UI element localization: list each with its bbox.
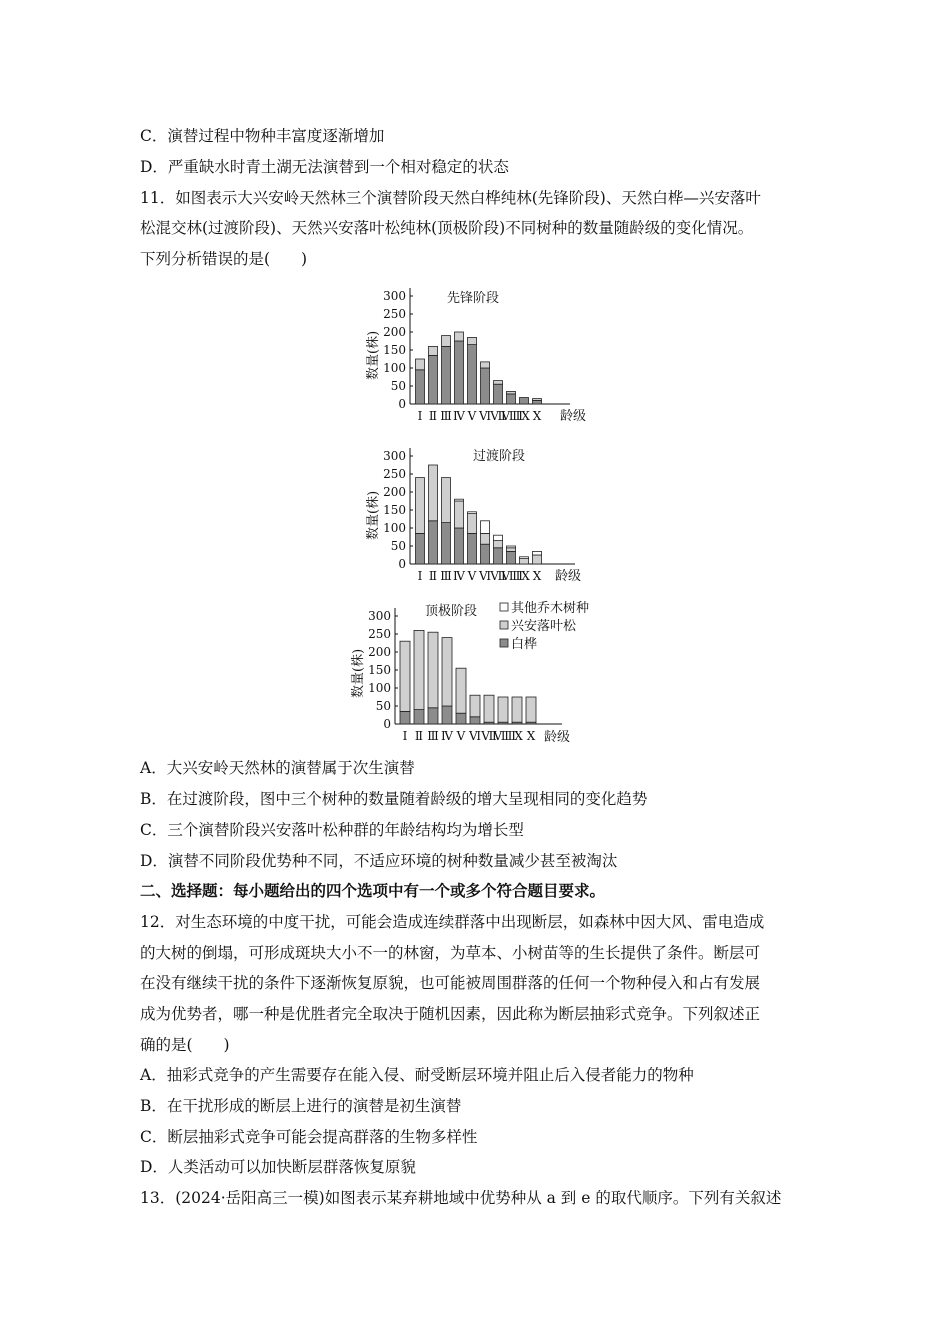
bar-larch: [494, 381, 503, 385]
bar-birch: [468, 345, 477, 404]
bar-other: [468, 512, 477, 514]
y-tick-label: 50: [390, 379, 406, 393]
x-tick-label: Ⅷ: [493, 729, 513, 743]
bar-other: [533, 551, 542, 555]
y-tick-label: 0: [383, 717, 391, 731]
x-tick-label: Ⅸ: [518, 409, 530, 423]
legend: [500, 600, 589, 652]
bar-larch: [494, 541, 503, 548]
bar-larch: [455, 332, 464, 341]
bar-larch: [442, 478, 451, 523]
x-tick-label: Ⅵ: [478, 409, 492, 423]
bar-larch: [429, 346, 438, 355]
x-tick-label: Ⅶ: [490, 409, 506, 423]
bar-birch: [507, 394, 516, 404]
x-tick-label: Ⅵ: [468, 729, 482, 743]
bar-larch: [481, 362, 490, 368]
question-11-stem-line-1: 11．如图表示大兴安岭天然林三个演替阶段天然白桦纯林(先锋阶段)、天然白桦—兴安落叶: [140, 189, 761, 207]
x-axis-label: 龄级: [544, 730, 571, 745]
bar-larch: [428, 632, 438, 708]
option-b-q12: B．在干扰形成的断层上进行的演替是初生演替: [140, 1097, 462, 1115]
x-tick-label: Ⅱ: [428, 569, 438, 583]
bar-other: [520, 557, 529, 559]
bar-larch: [507, 391, 516, 394]
bar-larch: [468, 337, 477, 344]
y-tick-label: 100: [383, 521, 406, 535]
x-tick-label: Ⅱ: [414, 729, 424, 743]
option-c-q11: C．三个演替阶段兴安落叶松种群的年龄结构均为增长型: [140, 821, 524, 839]
bar-birch: [400, 711, 410, 724]
y-tick-label: 150: [368, 663, 391, 677]
bar-birch: [429, 521, 438, 564]
bar-larch: [484, 695, 494, 722]
option-a-q12: A．抽彩式竞争的产生需要存在能入侵、耐受断层环境并阻止后入侵者能力的物种: [140, 1066, 694, 1084]
bar-birch: [533, 400, 542, 404]
chart-title: 顶极阶段: [425, 604, 478, 619]
x-tick-label: Ⅹ: [532, 409, 542, 423]
x-tick-label: Ⅶ: [481, 729, 497, 743]
x-tick-label: Ⅵ: [478, 569, 492, 583]
x-tick-label: Ⅰ: [417, 569, 423, 583]
legend-label-birch: 白桦: [511, 637, 538, 652]
bar-other: [455, 499, 464, 501]
y-tick-label: 50: [375, 699, 391, 713]
x-tick-label: Ⅹ: [532, 569, 542, 583]
chart-pioneer-stage: [355, 282, 615, 432]
question-11-stem-line-2: 松混交林(过渡阶段)、天然兴安落叶松纯林(顶极阶段)不同树种的数量随龄级的变化情况。: [140, 219, 754, 237]
bar-birch: [428, 708, 438, 724]
y-tick-label: 250: [368, 627, 391, 641]
bar-larch: [429, 465, 438, 521]
question-12-stem-line-5: 确的是( ): [140, 1036, 230, 1054]
y-tick-label: 150: [383, 503, 406, 517]
bar-larch: [455, 501, 464, 528]
y-tick-label: 150: [383, 343, 406, 357]
chart-title: 先锋阶段: [447, 291, 500, 306]
chart-transition-stage: [355, 442, 615, 592]
y-axis-label: 数量(株): [366, 490, 381, 540]
bar-larch: [520, 559, 529, 564]
bar-other: [507, 546, 516, 548]
x-tick-label: Ⅰ: [417, 409, 423, 423]
x-axis-label: 龄级: [555, 569, 582, 584]
y-tick-label: 250: [383, 307, 406, 321]
bar-larch: [456, 668, 466, 713]
bar-birch: [455, 341, 464, 404]
bar-larch: [507, 548, 516, 552]
x-tick-label: Ⅴ: [467, 569, 477, 583]
bar-larch: [468, 514, 477, 534]
y-tick-label: 100: [368, 681, 391, 695]
y-tick-label: 100: [383, 361, 406, 375]
x-tick-label: Ⅲ: [440, 409, 452, 423]
bar-larch: [498, 697, 508, 722]
question-12-stem-line-2: 的大树的倒塌，可形成斑块大小不一的林窗，为草本、小树苗等的生长提供了条件。断层可: [140, 944, 761, 962]
bar-birch: [442, 346, 451, 404]
legend-label-other: 其他乔木树种: [511, 601, 590, 616]
bar-birch: [442, 706, 452, 724]
y-tick-label: 0: [398, 397, 406, 411]
y-axis-label: 数量(株): [366, 330, 381, 380]
option-d-q11: D．演替不同阶段优势种不同，不适应环境的树种数量减少甚至被淘汰: [140, 852, 618, 870]
bar-birch: [481, 544, 490, 564]
bar-larch: [442, 336, 451, 347]
bar-larch: [414, 630, 424, 709]
option-b-q11: B．在过渡阶段，图中三个树种的数量随着龄级的增大呈现相同的变化趋势: [140, 790, 648, 808]
bar-birch: [470, 717, 480, 724]
question-12-stem-line-4: 成为优势者，哪一种是优胜者完全取决于随机因素，因此称为断层抽彩式竞争。下列叙述正: [140, 1005, 761, 1023]
bar-birch: [456, 713, 466, 724]
bar-birch: [494, 548, 503, 564]
x-tick-label: Ⅶ: [490, 569, 506, 583]
x-tick-label: Ⅴ: [456, 729, 466, 743]
bar-larch: [533, 399, 542, 401]
legend-label-larch: 兴安落叶松: [511, 619, 577, 634]
x-tick-label: Ⅱ: [428, 409, 438, 423]
question-12-stem-line-3: 在没有继续干扰的条件下逐渐恢复原貌，也可能被周围群落的任何一个物种侵入和占有发展: [140, 974, 761, 992]
y-tick-label: 300: [368, 609, 391, 623]
y-axis-label: 数量(株): [351, 648, 366, 698]
x-tick-label: Ⅷ: [501, 569, 521, 583]
question-12-stem-line-1: 12．对生态环境的中度干扰，可能会造成连续群落中出现断层，如森林中因大风、雷电造成: [140, 913, 765, 931]
bar-other: [494, 535, 503, 540]
y-tick-label: 50: [390, 539, 406, 553]
x-tick-label: Ⅳ: [441, 729, 453, 743]
x-tick-label: Ⅸ: [511, 729, 523, 743]
bar-larch: [481, 533, 490, 544]
y-tick-label: 300: [383, 289, 406, 303]
bar-birch: [455, 528, 464, 564]
option-d-q12: D．人类活动可以加快断层群落恢复原貌: [140, 1158, 416, 1176]
legend-swatch-birch: [500, 639, 508, 647]
bar-birch: [494, 384, 503, 404]
bar-larch: [416, 478, 425, 534]
bar-other: [481, 521, 490, 534]
x-tick-label: Ⅰ: [402, 729, 408, 743]
y-tick-label: 300: [383, 449, 406, 463]
legend-swatch-larch: [500, 621, 508, 629]
bar-birch: [481, 368, 490, 404]
x-tick-label: Ⅲ: [440, 569, 452, 583]
bar-birch: [416, 533, 425, 564]
y-tick-label: 250: [383, 467, 406, 481]
option-c-q10: C．演替过程中物种丰富度逐渐增加: [140, 127, 385, 145]
bar-birch: [442, 523, 451, 564]
section-heading: 二、选择题：每小题给出的四个选项中有一个或多个符合题目要求。: [140, 881, 606, 900]
bar-birch: [429, 355, 438, 404]
x-tick-label: Ⅹ: [526, 729, 536, 743]
bar-birch: [416, 370, 425, 404]
x-tick-label: Ⅷ: [501, 409, 521, 423]
y-tick-label: 200: [383, 485, 406, 499]
y-tick-label: 0: [398, 557, 406, 571]
option-a-q11: A．大兴安岭天然林的演替属于次生演替: [140, 759, 415, 777]
x-tick-label: Ⅳ: [453, 409, 465, 423]
x-tick-label: Ⅸ: [518, 569, 530, 583]
bar-larch: [526, 697, 536, 722]
question-11-stem-line-3: 下列分析错误的是( ): [140, 250, 308, 268]
bar-larch: [442, 638, 452, 706]
bar-larch: [416, 359, 425, 370]
bar-birch: [520, 398, 529, 404]
chart-climax-stage: [340, 598, 630, 748]
x-axis-label: 龄级: [560, 409, 587, 424]
legend-swatch-other: [500, 603, 508, 611]
bar-birch: [507, 551, 516, 564]
question-13-stem-line-1: 13．(2024·岳阳高三一模)如图表示某弃耕地域中优势种从 a 到 e 的取代顺序。下列有关叙述: [140, 1189, 782, 1207]
x-tick-label: Ⅴ: [467, 409, 477, 423]
bar-larch: [470, 695, 480, 717]
bar-birch: [468, 533, 477, 564]
y-tick-label: 200: [383, 325, 406, 339]
bar-larch: [400, 641, 410, 711]
option-c-q12: C．断层抽彩式竞争可能会提高群落的生物多样性: [140, 1128, 478, 1146]
x-tick-label: Ⅳ: [453, 569, 465, 583]
bar-birch: [414, 710, 424, 724]
bar-larch: [533, 555, 542, 564]
chart-title: 过渡阶段: [473, 449, 526, 464]
option-d-q10: D．严重缺水时青土湖无法演替到一个相对稳定的状态: [140, 158, 509, 176]
bar-larch: [512, 697, 522, 722]
x-tick-label: Ⅲ: [427, 729, 439, 743]
y-tick-label: 200: [368, 645, 391, 659]
